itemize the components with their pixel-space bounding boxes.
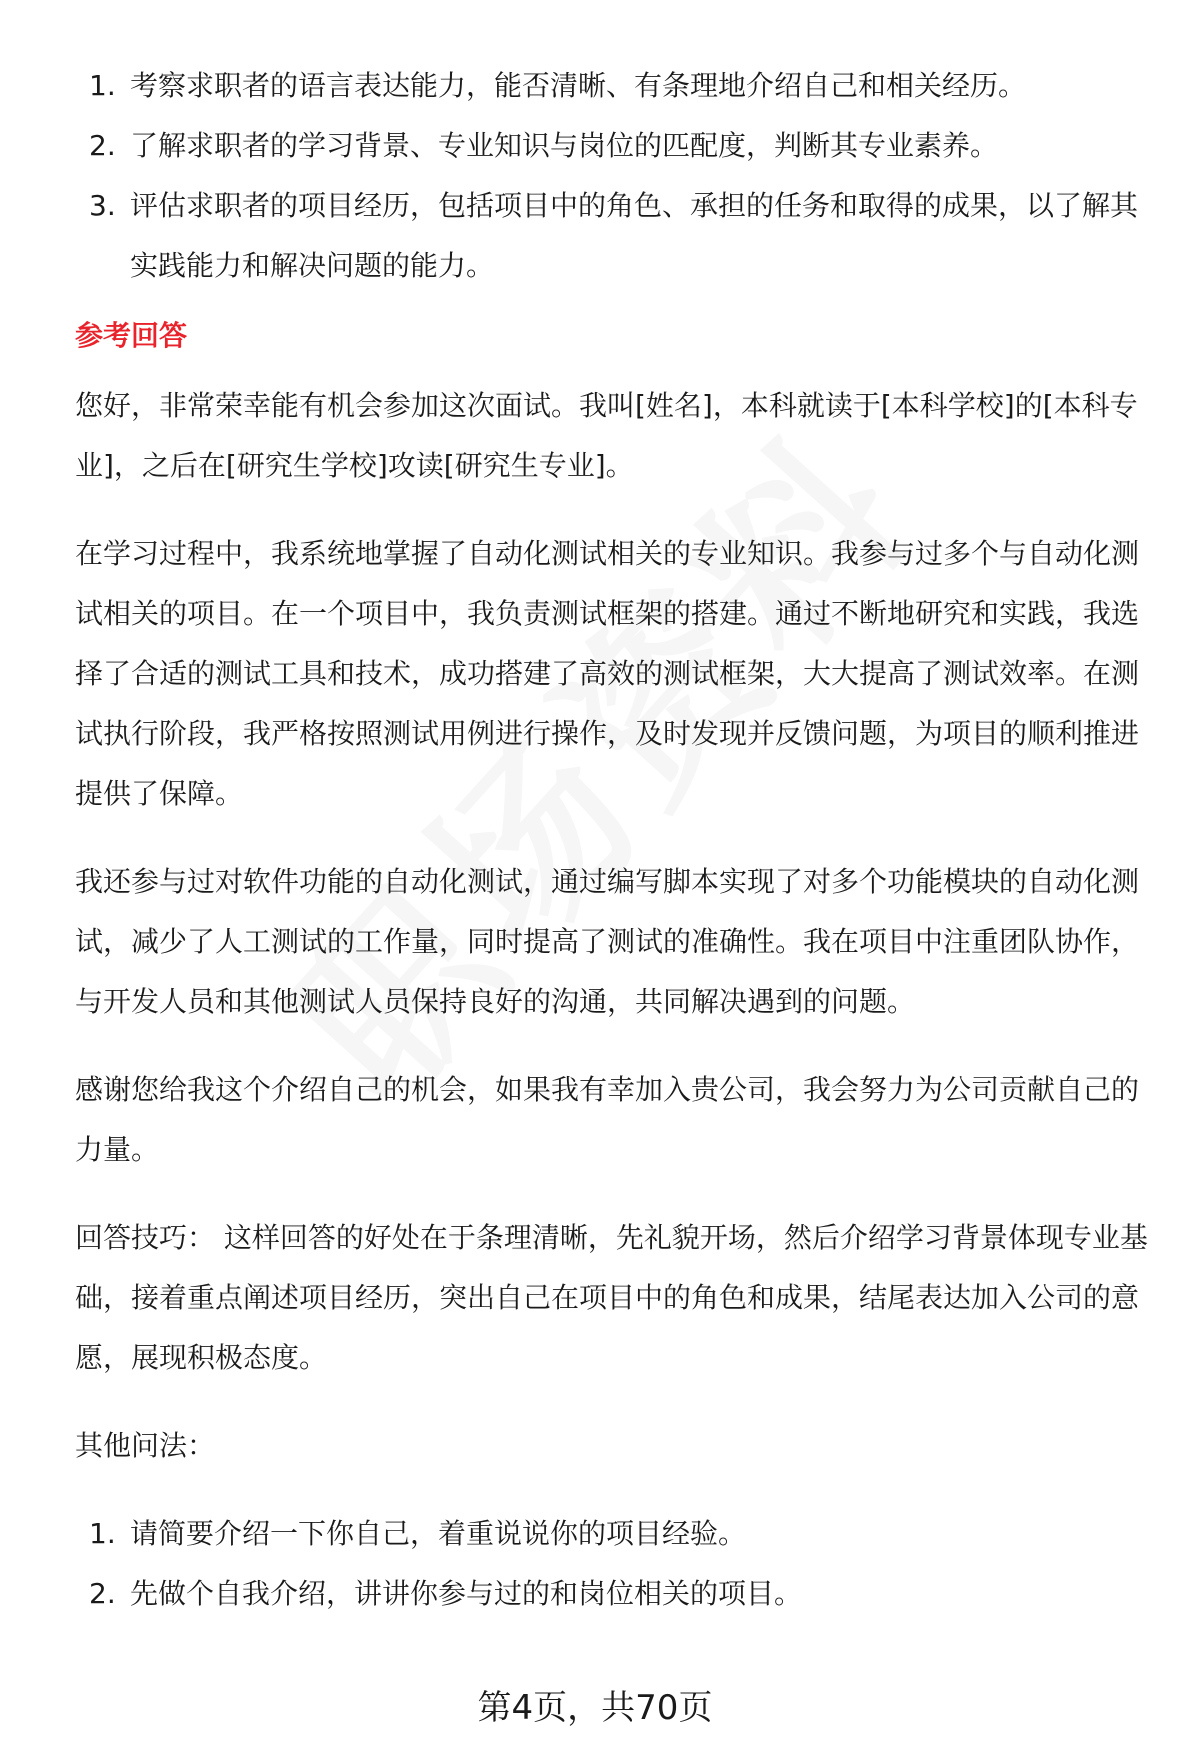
list-number: 1. (89, 1517, 116, 1550)
other-questions-list (75, 1504, 1165, 1624)
list-text: 请简要介绍一下你自己，着重说说你的项目经验。 (130, 1517, 747, 1550)
answer-paragraph: 在学习过程中，我系统地掌握了自动化测试相关的专业知识。我参与过多个与自动化测试相关的项目。在一个项目中，我负责测试框架的搭建。通过不断地研究和实践，我选择了合适的测试工具和技术，成功搭建了高效的测试框架，大大提高了测试效率。在测试执行阶段，我严格按照测试用例进行操作，及时发现并反馈问题，为项目的顺利推进提供了保障。 (75, 537, 1140, 810)
list-number: 3. (89, 189, 116, 222)
list-item (75, 56, 1165, 116)
list-item (75, 176, 1165, 296)
list-text: 评估求职者的项目经历，包括项目中的角色、承担的任务和取得的成果，以了解其实践能力和解决问题的能力。 (130, 189, 1139, 282)
list-item (75, 116, 1165, 176)
list-number: 2. (89, 1577, 116, 1610)
page-number-footer: 第4页，共70页 (477, 1688, 713, 1728)
other-questions-label: 其他问法： (75, 1429, 216, 1462)
page-content (75, 56, 1165, 1624)
list-number: 2. (89, 129, 116, 162)
reference-answer-heading: 参考回答 (75, 319, 188, 352)
intro-list (75, 56, 1165, 296)
answer-paragraph: 您好，非常荣幸能有机会参加这次面试。我叫[姓名]，本科就读于[本科学校]的[本科专业]，之后在[研究生学校]攻读[研究生专业]。 (75, 389, 1138, 482)
list-number: 1. (89, 69, 116, 102)
answer-paragraph: 感谢您给我这个介绍自己的机会，如果我有幸加入贵公司，我会努力为公司贡献自己的力量。 (75, 1073, 1140, 1166)
list-text: 先做个自我介绍，讲讲你参与过的和岗位相关的项目。 (130, 1577, 803, 1610)
answer-tips: 回答技巧： 这样回答的好处在于条理清晰，先礼貌开场，然后介绍学习背景体现专业基础，接着重点阐述项目经历，突出自己在项目中的角色和成果，结尾表达加入公司的意愿，展现积极态度。 (75, 1221, 1148, 1374)
list-text: 考察求职者的语言表达能力，能否清晰、有条理地介绍自己和相关经历。 (130, 69, 1027, 102)
list-item (75, 1504, 1165, 1564)
answer-paragraph: 我还参与过对软件功能的自动化测试，通过编写脚本实现了对多个功能模块的自动化测试，减少了人工测试的工作量，同时提高了测试的准确性。我在项目中注重团队协作，与开发人员和其他测试人员保持良好的沟通，共同解决遇到的问题。 (75, 865, 1140, 1018)
list-text: 了解求职者的学习背景、专业知识与岗位的匹配度，判断其专业素养。 (130, 129, 999, 162)
list-item (75, 1564, 1165, 1624)
